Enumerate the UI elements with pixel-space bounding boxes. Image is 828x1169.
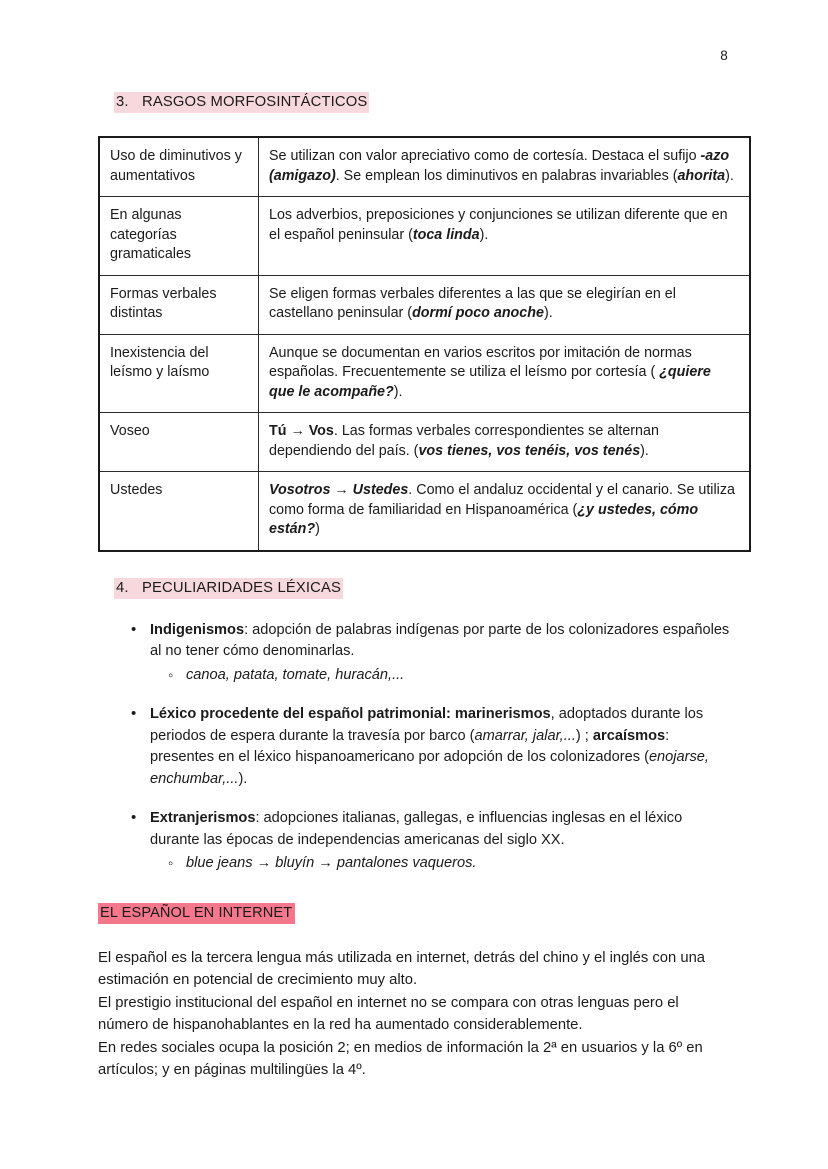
table-row-value — [259, 334, 751, 413]
text-run: vos tienes, vos tenéis, vos tenés — [418, 442, 641, 459]
table-row — [99, 334, 750, 413]
text-run: Aunque se documentan en varios escritos por imitación de normas españolas. Frecuentemente se utiliza el leísmo por cortesía ( — [269, 344, 692, 380]
table-row — [99, 275, 750, 334]
text-run: Vosotros → Ustedes — [269, 482, 409, 498]
sub-list-item: ◦ canoa, patata, tomate, huracán,... — [150, 665, 730, 687]
table-row-value — [259, 413, 751, 472]
table-row-value — [259, 137, 751, 197]
table-row — [99, 472, 750, 551]
text-run: ) — [315, 521, 320, 537]
paragraph: El prestigio institucional del español en internet no se compara con otras lenguas pero el número de hispanohablantes en la red ha aumentado considerablemente. — [98, 994, 679, 1033]
text-run: ). — [543, 305, 553, 321]
text-run: dormí poco anoche — [412, 305, 544, 321]
rasgos-morfosintacticos-table — [98, 136, 751, 552]
text-run: : adopción de palabras indígenas por parte de los colonizadores españoles al no tener cómo denominarlas. — [150, 621, 730, 659]
lexical-bullets-block — [98, 620, 730, 875]
text-run: enojarse, enchumbar,... — [150, 749, 709, 787]
text-run: . Se emplean los diminutivos en palabras invariables ( — [335, 167, 678, 184]
text-run: ). — [725, 167, 734, 184]
list-item-text — [150, 810, 682, 848]
text-run: Extranjerismos — [150, 810, 256, 826]
table-row — [99, 197, 750, 276]
list-item — [98, 620, 730, 687]
table-row-value — [259, 197, 751, 276]
internet-heading-label: EL ESPAÑOL EN INTERNET — [98, 903, 295, 924]
table-row-key: En algunas categorías gramaticales — [99, 197, 259, 276]
table-row-key: Uso de diminutivos y aumentativos — [99, 137, 259, 197]
paragraph: El español es la tercera lengua más utilizada en internet, detrás del chino y el inglés con una estimación en potencial de crecimiento muy alto. — [98, 949, 706, 988]
sub-list — [150, 665, 730, 687]
text-run: ). — [479, 226, 489, 243]
table-row-key: Inexistencia del leísmo y laísmo — [99, 334, 259, 413]
text-run: . Las formas verbales correspondientes se alternan dependiendo del país. ( — [269, 423, 659, 459]
table-row — [99, 137, 750, 197]
text-run: arcaísmos — [592, 727, 666, 744]
table-row-key: Formas verbales distintas — [99, 275, 259, 334]
text-run: Se utilizan con valor apreciativo como de cortesía. Destaca el sufijo — [269, 148, 701, 164]
section-3-title: RASGOS MORFOSINTÁCTICOS — [142, 94, 368, 110]
text-run: . Como el andaluz occidental y el canario. Se utiliza como forma de familiaridad en Hispanoamérica ( — [269, 482, 735, 518]
sub-list — [150, 853, 730, 875]
list-item-text — [150, 706, 709, 787]
section-heading-4 — [114, 578, 730, 598]
text-run: ¿y ustedes, cómo están? — [269, 501, 699, 537]
list-item-text — [150, 622, 729, 660]
page-content — [98, 92, 735, 1082]
table-row — [99, 413, 750, 472]
text-run: ahorita — [677, 167, 726, 184]
text-run: Léxico procedente del español patrimonial: marinerismos — [150, 706, 551, 722]
text-run: Tú → Vos — [269, 423, 334, 439]
internet-paragraphs — [98, 947, 730, 1082]
text-run: Indigenismos — [150, 621, 245, 638]
text-run: , adoptados durante los periodos de espera durante la travesía por barco ( — [150, 706, 704, 744]
text-run: toca linda — [412, 226, 480, 243]
section-4-number: 4. — [116, 579, 129, 596]
text-run: amarrar, jalar,... — [474, 727, 576, 744]
text-run: Se eligen formas verbales diferentes a las que se elegirían en el castellano peninsular ( — [269, 285, 676, 321]
text-run: Los adverbios, preposiciones y conjunciones se utilizan diferente que en el español peninsular ( — [269, 207, 728, 243]
text-run: : presentes en el léxico hispanoamericano por adopción de los colonizadores ( — [150, 727, 670, 765]
table-row-value — [259, 472, 751, 551]
text-run: ). — [640, 442, 649, 459]
text-run: ). — [393, 383, 403, 400]
text-run: ). — [238, 770, 248, 787]
table-row-value — [259, 275, 751, 334]
text-run: ) ; — [575, 727, 593, 744]
internet-heading — [98, 905, 730, 921]
table-row-key: Ustedes — [99, 472, 259, 551]
page-number: 8 — [720, 48, 728, 63]
section-heading-3 — [114, 92, 730, 112]
text-run: : adopciones italianas, gallegas, e influencias inglesas en el léxico durante las épocas de independencias americanas del siglo XX. — [150, 810, 683, 848]
list-item — [98, 808, 730, 875]
paragraph: En redes sociales ocupa la posición 2; en medios de información la 2ª en usuarios y la 6º en artículos; y en páginas multilingües la 4º. — [98, 1039, 703, 1078]
text-run: ¿quiere que le acompañe? — [269, 364, 711, 400]
section-3-number: 3. — [116, 94, 129, 110]
table-row-key: Voseo — [99, 413, 259, 472]
lexical-bullet-list — [98, 620, 730, 875]
list-item — [98, 704, 730, 790]
rasgos-table-wrapper — [98, 136, 735, 552]
section-4-title: PECULIARIDADES LÉXICAS — [142, 579, 342, 596]
text-run: -azo (amigazo) — [269, 148, 730, 184]
sub-list-item: ◦ blue jeans → bluyín → pantalones vaqueros. — [150, 853, 730, 875]
